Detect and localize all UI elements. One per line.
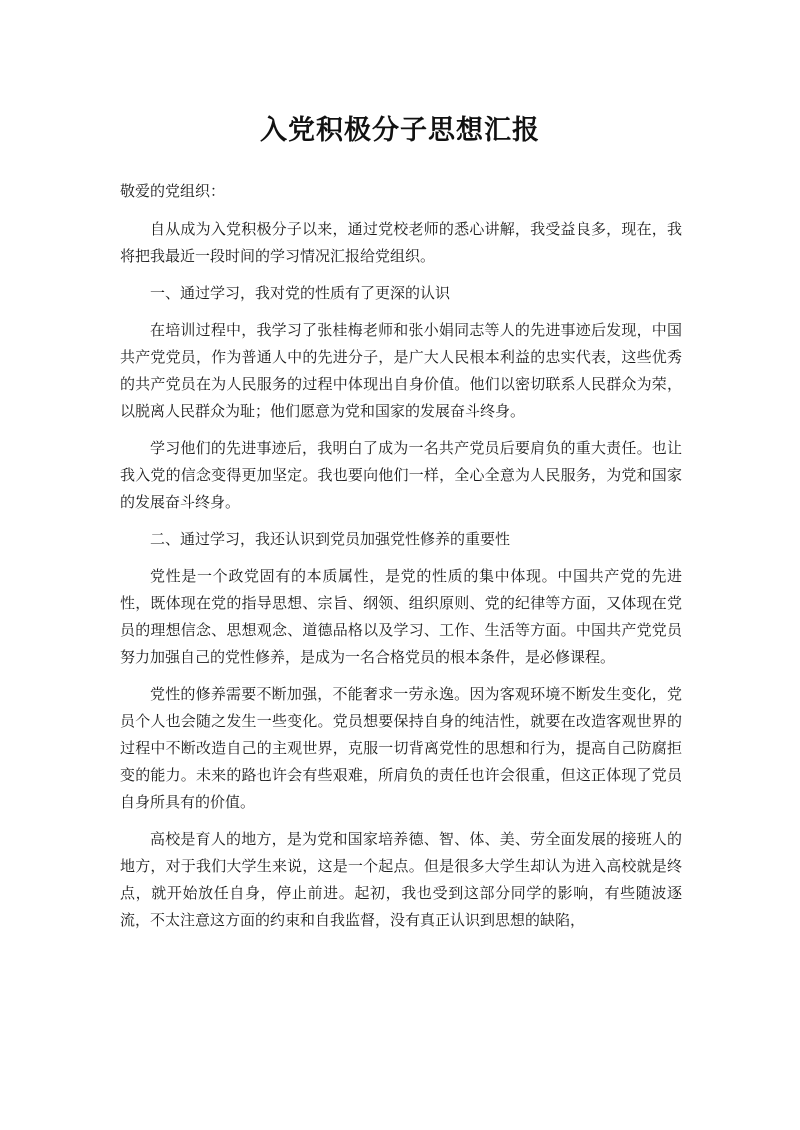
section-heading-1: 一、通过学习，我对党的性质有了更深的认识 [150, 284, 451, 302]
paragraph-university: 高校是育人的地方，是为党和国家培养德、智、体、美、劳全面发展的接班人的地方，对于我们大学生来说，这是一个起点。但是很多大学生却认为进入高校就是终点，就开始放任自身，停止前进。起初，我也受到这部分同学的影响，有些随波逐流，不太注意这方面的约束和自我监督，没有真正认识到思想的缺陷， [120, 830, 682, 929]
document-title: 入党积极分子思想汇报 [260, 115, 540, 146]
paragraph-cultivation: 党性的修养需要不断加强，不能奢求一劳永逸。因为客观环境不断发生变化，党员个人也会随之发生一些变化。党员想要保持自身的纯洁性，就要在改造客观世界的过程中不断改造自己的主观世界，克服一切背离党性的思想和行为，提高自己防腐拒变的能力。未来的路也许会有些艰难，所肩负的责任也许会很重，但这正体现了党员自身所具有的价值。 [120, 685, 682, 811]
section-heading-2: 二、通过学习，我还认识到党员加强党性修养的重要性 [150, 530, 511, 548]
salutation: 敬爱的党组织： [120, 182, 226, 200]
paragraph-intro: 自从成为入党积极分子以来，通过党校老师的悉心讲解，我受益良多，现在，我将把我最近一段时间的学习情况汇报给党组织。 [120, 220, 682, 265]
paragraph-party-spirit: 党性是一个政党固有的本质属性，是党的性质的集中体现。中国共产党的先进性，既体现在党的指导思想、宗旨、纲领、组织原则、党的纪律等方面，又体现在党员的理想信念、思想观念、道德品格以及学习、工作、生活等方面。中国共产党党员努力加强自己的党性修养，是成为一名合格党员的根本条件，是必修课程。 [120, 567, 682, 666]
paragraph-responsibility: 学习他们的先进事迹后，我明白了成为一名共产党员后要肩负的重大责任。也让我入党的信念变得更加坚定。我也要向他们一样，全心全意为人民服务，为党和国家的发展奋斗终身。 [120, 439, 682, 511]
paragraph-training: 在培训过程中，我学习了张桂梅老师和张小娟同志等人的先进事迹后发现，中国共产党党员，作为普通人中的先进分子，是广大人民根本利益的忠实代表，这些优秀的共产党员在为人民服务的过程中体现出自身价值。他们以密切联系人民群众为荣，以脱离人民群众为耻；他们愿意为党和国家的发展奋斗终身。 [120, 321, 682, 420]
document-body [120, 178, 682, 944]
